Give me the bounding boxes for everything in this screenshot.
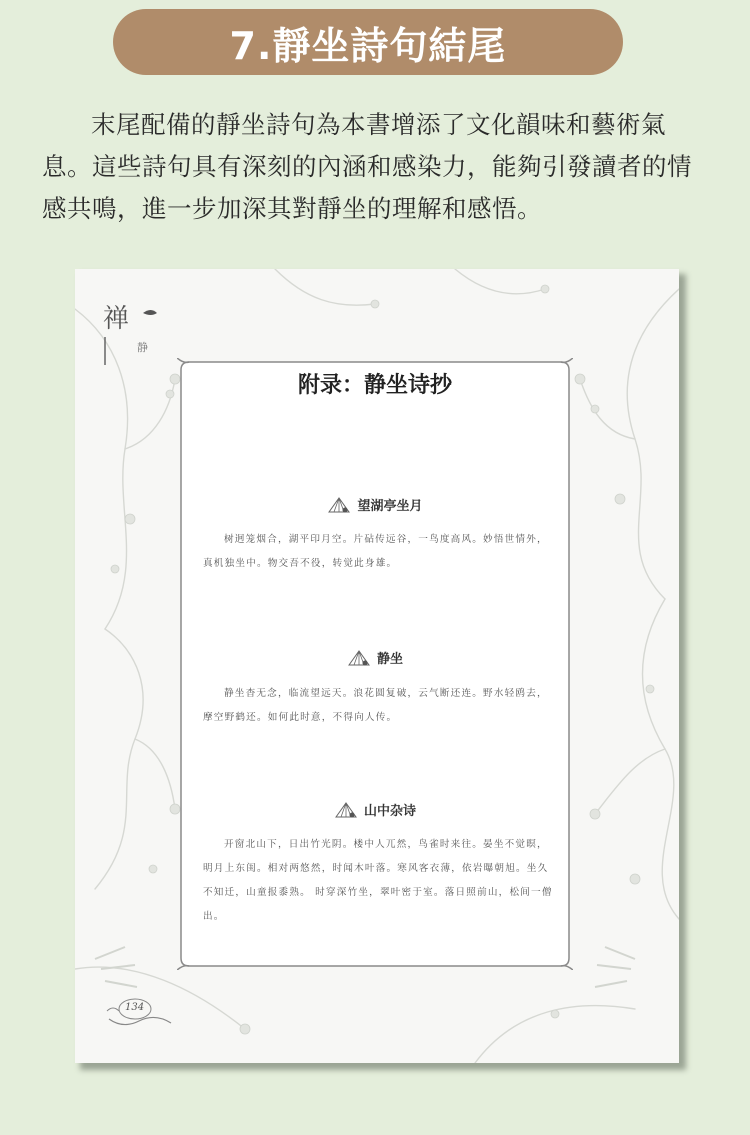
poem-title: 望湖亭坐月 xyxy=(357,499,423,514)
intro-paragraph: 末尾配備的靜坐詩句為本書增添了文化韻味和藝術氣息。這些詩句具有深刻的內涵和感染力，能夠引發讀者的情感共鳴，進一步加深其對靜坐的理解和感悟。 xyxy=(42,110,692,223)
zen-character: 禅 xyxy=(103,304,130,334)
poem-heading xyxy=(177,495,573,514)
poem-heading xyxy=(177,648,573,667)
fan-icon xyxy=(327,496,351,514)
appendix-title: 附录：静坐诗抄 xyxy=(297,372,452,398)
section-header xyxy=(113,9,623,75)
poem-body: 静坐杳无念，临流望远天。浪花圆复破，云气断还连。野水轻鸥去，摩空野鹤还。如何此时意，不得向人传。 xyxy=(203,688,548,723)
section-title: 7.靜坐詩句結尾 xyxy=(229,23,507,68)
poem-heading xyxy=(177,800,573,819)
poem-title: 山中杂诗 xyxy=(363,804,416,819)
zen-small-character: 静 xyxy=(137,341,148,354)
appendix-frame xyxy=(177,358,573,970)
page-number-ornament xyxy=(105,993,175,1029)
fan-icon xyxy=(334,801,358,819)
page-number: 134 xyxy=(125,1002,145,1013)
book-page-image xyxy=(75,269,679,1063)
poem-body: 树迥笼烟合，湖平印月空。片砧传远谷，一鸟度高风。妙悟世情外，真机独坐中。物交吾不役，转觉此身雄。 xyxy=(203,534,548,569)
poem-body: 开窗北山下，日出竹光阴。楼中人兀然，鸟雀时来往。晏坐不觉暝，明月上东闺。相对两悠然，时闻木叶落。寒风客衣薄，依岩曝朝旭。坐久不知迁，山童报黍熟。 时穿深竹坐，翠叶密于室。落日照前山，松间一僧出。 xyxy=(203,839,553,922)
poem-title: 静坐 xyxy=(376,652,403,667)
zen-calligraphy-mark xyxy=(103,297,163,371)
fan-icon xyxy=(347,649,371,667)
